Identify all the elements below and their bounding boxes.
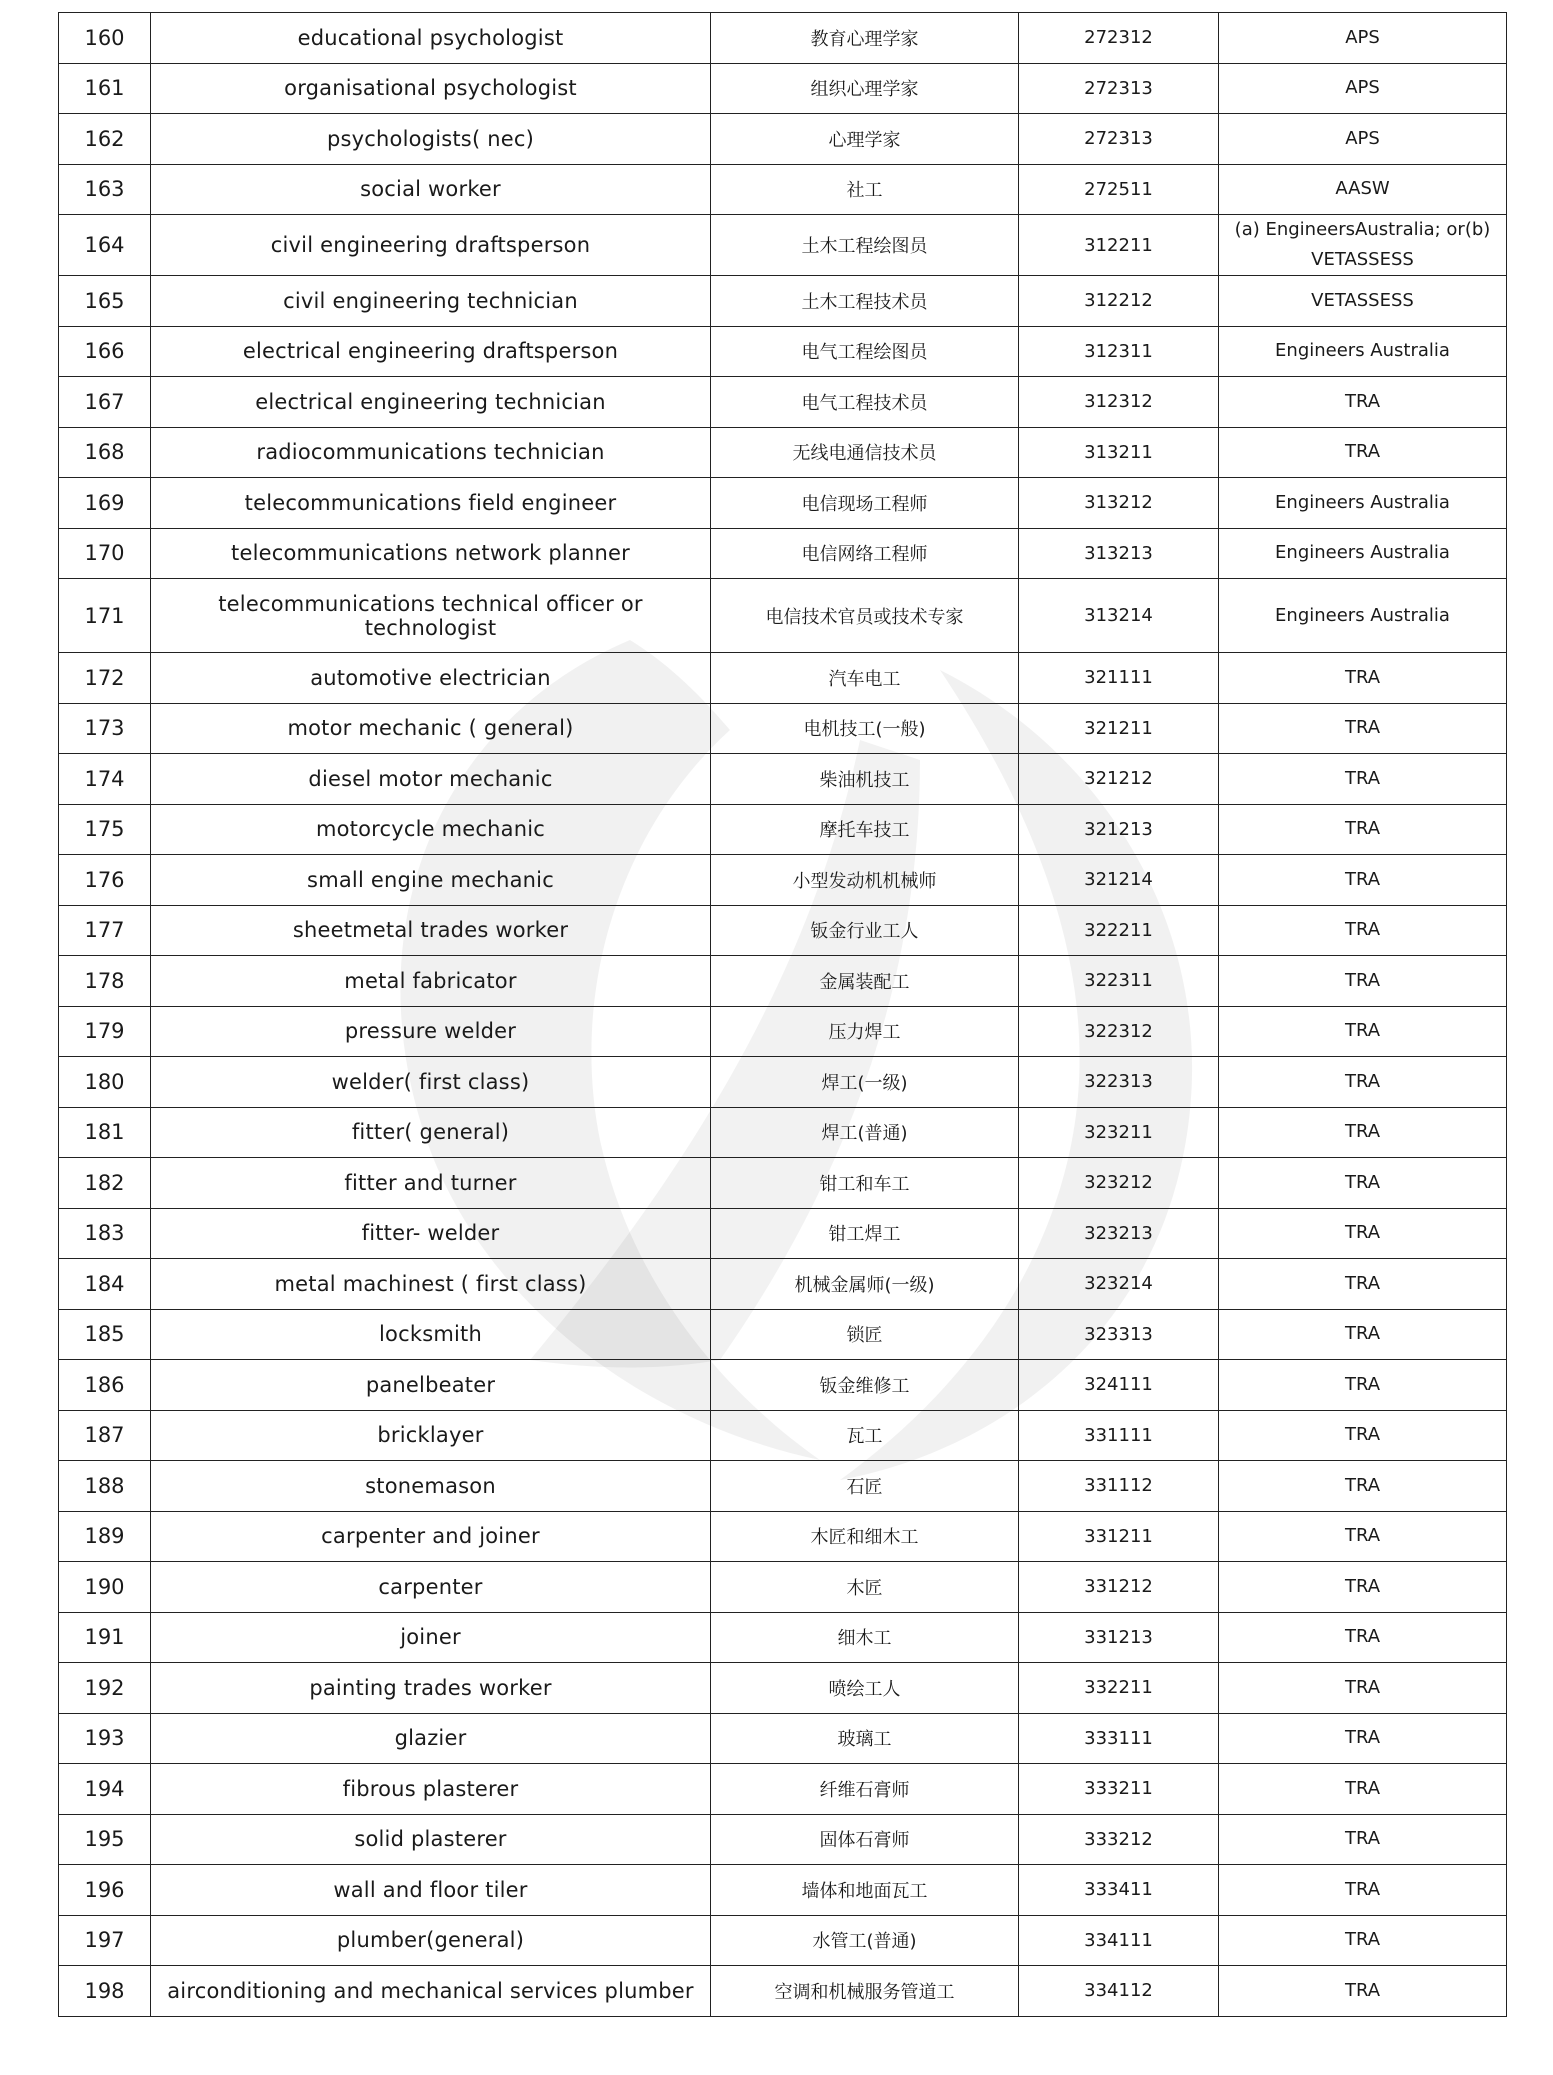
occupation-chinese: 钳工和车工 <box>711 1158 1019 1209</box>
row-number: 189 <box>59 1511 151 1562</box>
occupation-chinese: 细木工 <box>711 1612 1019 1663</box>
anzsco-code: 333411 <box>1019 1865 1219 1916</box>
anzsco-code: 313211 <box>1019 427 1219 478</box>
occupation-chinese: 柴油机技工 <box>711 754 1019 805</box>
occupation-chinese: 心理学家 <box>711 114 1019 165</box>
table-row <box>59 1360 1507 1411</box>
row-number: 175 <box>59 804 151 855</box>
occupation-name: wall and floor tiler <box>151 1865 711 1916</box>
table-row <box>59 1562 1507 1613</box>
occupation-name: social worker <box>151 164 711 215</box>
occupation-name: panelbeater <box>151 1360 711 1411</box>
anzsco-code: 323211 <box>1019 1107 1219 1158</box>
table-row <box>59 1865 1507 1916</box>
anzsco-code: 324111 <box>1019 1360 1219 1411</box>
occupation-name: radiocommunications technician <box>151 427 711 478</box>
occupation-chinese: 钣金行业工人 <box>711 905 1019 956</box>
occupation-name: locksmith <box>151 1309 711 1360</box>
occupation-chinese: 摩托车技工 <box>711 804 1019 855</box>
row-number: 191 <box>59 1612 151 1663</box>
assessing-authority: TRA <box>1219 956 1507 1007</box>
occupation-table <box>58 12 1507 2017</box>
occupation-name: metal fabricator <box>151 956 711 1007</box>
occupation-name: educational psychologist <box>151 13 711 64</box>
occupation-name: telecommunications technical officer or technologist <box>151 579 711 653</box>
occupation-name: carpenter and joiner <box>151 1511 711 1562</box>
table-row <box>59 1915 1507 1966</box>
row-number: 183 <box>59 1208 151 1259</box>
occupation-name: plumber(general) <box>151 1915 711 1966</box>
row-number: 195 <box>59 1814 151 1865</box>
occupation-chinese: 电机技工(一般) <box>711 703 1019 754</box>
row-number: 161 <box>59 63 151 114</box>
anzsco-code: 321214 <box>1019 855 1219 906</box>
anzsco-code: 272312 <box>1019 13 1219 64</box>
assessing-authority: VETASSESS <box>1219 276 1507 327</box>
row-number: 178 <box>59 956 151 1007</box>
table-row <box>59 1057 1507 1108</box>
assessing-authority: APS <box>1219 114 1507 165</box>
anzsco-code: 323213 <box>1019 1208 1219 1259</box>
anzsco-code: 272511 <box>1019 164 1219 215</box>
anzsco-code: 333211 <box>1019 1764 1219 1815</box>
row-number: 170 <box>59 528 151 579</box>
table-row <box>59 956 1507 1007</box>
table-row <box>59 1966 1507 2017</box>
anzsco-code: 333111 <box>1019 1713 1219 1764</box>
occupation-chinese: 电信技术官员或技术专家 <box>711 579 1019 653</box>
assessing-authority: TRA <box>1219 1814 1507 1865</box>
occupation-name: electrical engineering draftsperson <box>151 326 711 377</box>
table-row <box>59 1309 1507 1360</box>
occupation-chinese: 电气工程技术员 <box>711 377 1019 428</box>
occupation-chinese: 焊工(一级) <box>711 1057 1019 1108</box>
occupation-table-container <box>58 12 1506 2017</box>
table-row <box>59 1663 1507 1714</box>
occupation-name: electrical engineering technician <box>151 377 711 428</box>
occupation-chinese: 电信网络工程师 <box>711 528 1019 579</box>
assessing-authority: TRA <box>1219 1259 1507 1310</box>
row-number: 171 <box>59 579 151 653</box>
anzsco-code: 331111 <box>1019 1410 1219 1461</box>
table-row <box>59 1259 1507 1310</box>
row-number: 160 <box>59 13 151 64</box>
occupation-chinese: 小型发动机机械师 <box>711 855 1019 906</box>
occupation-name: stonemason <box>151 1461 711 1512</box>
occupation-name: joiner <box>151 1612 711 1663</box>
anzsco-code: 313213 <box>1019 528 1219 579</box>
anzsco-code: 322311 <box>1019 956 1219 1007</box>
assessing-authority: TRA <box>1219 754 1507 805</box>
occupation-chinese: 金属装配工 <box>711 956 1019 1007</box>
table-row <box>59 1713 1507 1764</box>
anzsco-code: 272313 <box>1019 63 1219 114</box>
anzsco-code: 332211 <box>1019 1663 1219 1714</box>
anzsco-code: 322312 <box>1019 1006 1219 1057</box>
occupation-chinese: 土木工程绘图员 <box>711 215 1019 276</box>
assessing-authority: TRA <box>1219 1410 1507 1461</box>
anzsco-code: 321211 <box>1019 703 1219 754</box>
occupation-name: airconditioning and mechanical services plumber <box>151 1966 711 2017</box>
occupation-name: carpenter <box>151 1562 711 1613</box>
assessing-authority: TRA <box>1219 653 1507 704</box>
occupation-chinese: 水管工(普通) <box>711 1915 1019 1966</box>
assessing-authority: TRA <box>1219 1208 1507 1259</box>
row-number: 192 <box>59 1663 151 1714</box>
anzsco-code: 331211 <box>1019 1511 1219 1562</box>
row-number: 184 <box>59 1259 151 1310</box>
row-number: 169 <box>59 478 151 529</box>
occupation-chinese: 社工 <box>711 164 1019 215</box>
row-number: 194 <box>59 1764 151 1815</box>
anzsco-code: 334111 <box>1019 1915 1219 1966</box>
occupation-name: fitter- welder <box>151 1208 711 1259</box>
assessing-authority: APS <box>1219 63 1507 114</box>
row-number: 198 <box>59 1966 151 2017</box>
table-row <box>59 1764 1507 1815</box>
assessing-authority: TRA <box>1219 1461 1507 1512</box>
assessing-authority: TRA <box>1219 1663 1507 1714</box>
assessing-authority: Engineers Australia <box>1219 528 1507 579</box>
row-number: 173 <box>59 703 151 754</box>
table-row <box>59 1006 1507 1057</box>
table-row <box>59 905 1507 956</box>
assessing-authority: TRA <box>1219 804 1507 855</box>
occupation-chinese: 固体石膏师 <box>711 1814 1019 1865</box>
assessing-authority: TRA <box>1219 1360 1507 1411</box>
assessing-authority: TRA <box>1219 1915 1507 1966</box>
table-row <box>59 63 1507 114</box>
row-number: 185 <box>59 1309 151 1360</box>
anzsco-code: 331212 <box>1019 1562 1219 1613</box>
occupation-name: bricklayer <box>151 1410 711 1461</box>
occupation-name: motorcycle mechanic <box>151 804 711 855</box>
row-number: 162 <box>59 114 151 165</box>
table-row <box>59 114 1507 165</box>
table-row <box>59 1410 1507 1461</box>
row-number: 190 <box>59 1562 151 1613</box>
occupation-chinese: 木匠 <box>711 1562 1019 1613</box>
occupation-chinese: 无线电通信技术员 <box>711 427 1019 478</box>
occupation-chinese: 石匠 <box>711 1461 1019 1512</box>
table-row <box>59 1107 1507 1158</box>
occupation-name: sheetmetal trades worker <box>151 905 711 956</box>
occupation-name: pressure welder <box>151 1006 711 1057</box>
occupation-chinese: 组织心理学家 <box>711 63 1019 114</box>
occupation-name: motor mechanic ( general) <box>151 703 711 754</box>
occupation-chinese: 木匠和细木工 <box>711 1511 1019 1562</box>
assessing-authority: TRA <box>1219 1562 1507 1613</box>
row-number: 174 <box>59 754 151 805</box>
anzsco-code: 331213 <box>1019 1612 1219 1663</box>
row-number: 164 <box>59 215 151 276</box>
row-number: 182 <box>59 1158 151 1209</box>
anzsco-code: 323212 <box>1019 1158 1219 1209</box>
occupation-chinese: 钳工焊工 <box>711 1208 1019 1259</box>
assessing-authority: Engineers Australia <box>1219 326 1507 377</box>
anzsco-code: 322313 <box>1019 1057 1219 1108</box>
anzsco-code: 334112 <box>1019 1966 1219 2017</box>
table-row <box>59 326 1507 377</box>
occupation-chinese: 瓦工 <box>711 1410 1019 1461</box>
occupation-name: solid plasterer <box>151 1814 711 1865</box>
row-number: 186 <box>59 1360 151 1411</box>
occupation-name: painting trades worker <box>151 1663 711 1714</box>
occupation-chinese: 电气工程绘图员 <box>711 326 1019 377</box>
table-row <box>59 276 1507 327</box>
occupation-name: telecommunications network planner <box>151 528 711 579</box>
occupation-chinese: 空调和机械服务管道工 <box>711 1966 1019 2017</box>
occupation-name: fitter and turner <box>151 1158 711 1209</box>
assessing-authority: (a) EngineersAustralia; or(b) VETASSESS <box>1219 215 1507 276</box>
assessing-authority: TRA <box>1219 1107 1507 1158</box>
row-number: 166 <box>59 326 151 377</box>
table-row <box>59 1814 1507 1865</box>
assessing-authority: APS <box>1219 13 1507 64</box>
anzsco-code: 323313 <box>1019 1309 1219 1360</box>
assessing-authority: TRA <box>1219 703 1507 754</box>
assessing-authority: Engineers Australia <box>1219 478 1507 529</box>
occupation-chinese: 喷绘工人 <box>711 1663 1019 1714</box>
occupation-name: organisational psychologist <box>151 63 711 114</box>
row-number: 187 <box>59 1410 151 1461</box>
anzsco-code: 323214 <box>1019 1259 1219 1310</box>
anzsco-code: 321111 <box>1019 653 1219 704</box>
occupation-chinese: 纤维石膏师 <box>711 1764 1019 1815</box>
assessing-authority: AASW <box>1219 164 1507 215</box>
occupation-chinese: 墙体和地面瓦工 <box>711 1865 1019 1916</box>
row-number: 172 <box>59 653 151 704</box>
table-row <box>59 1461 1507 1512</box>
row-number: 180 <box>59 1057 151 1108</box>
table-row <box>59 215 1507 276</box>
anzsco-code: 331112 <box>1019 1461 1219 1512</box>
assessing-authority: TRA <box>1219 1511 1507 1562</box>
row-number: 181 <box>59 1107 151 1158</box>
assessing-authority: TRA <box>1219 1713 1507 1764</box>
anzsco-code: 312211 <box>1019 215 1219 276</box>
anzsco-code: 313212 <box>1019 478 1219 529</box>
occupation-name: telecommunications field engineer <box>151 478 711 529</box>
occupation-chinese: 压力焊工 <box>711 1006 1019 1057</box>
occupation-name: civil engineering technician <box>151 276 711 327</box>
table-row <box>59 377 1507 428</box>
occupation-name: fitter( general) <box>151 1107 711 1158</box>
row-number: 179 <box>59 1006 151 1057</box>
assessing-authority: TRA <box>1219 1865 1507 1916</box>
assessing-authority: TRA <box>1219 1966 1507 2017</box>
table-row <box>59 804 1507 855</box>
assessing-authority: TRA <box>1219 1764 1507 1815</box>
table-row <box>59 579 1507 653</box>
row-number: 188 <box>59 1461 151 1512</box>
assessing-authority: TRA <box>1219 377 1507 428</box>
occupation-name: metal machinest ( first class) <box>151 1259 711 1310</box>
assessing-authority: TRA <box>1219 1309 1507 1360</box>
assessing-authority: TRA <box>1219 1612 1507 1663</box>
occupation-chinese: 玻璃工 <box>711 1713 1019 1764</box>
row-number: 165 <box>59 276 151 327</box>
anzsco-code: 312311 <box>1019 326 1219 377</box>
row-number: 196 <box>59 1865 151 1916</box>
anzsco-code: 272313 <box>1019 114 1219 165</box>
occupation-chinese: 机械金属师(一级) <box>711 1259 1019 1310</box>
table-row <box>59 855 1507 906</box>
occupation-chinese: 土木工程技术员 <box>711 276 1019 327</box>
table-row <box>59 703 1507 754</box>
occupation-name: automotive electrician <box>151 653 711 704</box>
table-row <box>59 1511 1507 1562</box>
table-body <box>59 13 1507 2017</box>
table-row <box>59 528 1507 579</box>
assessing-authority: TRA <box>1219 1006 1507 1057</box>
table-row <box>59 1612 1507 1663</box>
row-number: 168 <box>59 427 151 478</box>
row-number: 163 <box>59 164 151 215</box>
row-number: 167 <box>59 377 151 428</box>
table-row <box>59 164 1507 215</box>
anzsco-code: 322211 <box>1019 905 1219 956</box>
occupation-name: fibrous plasterer <box>151 1764 711 1815</box>
assessing-authority: TRA <box>1219 905 1507 956</box>
occupation-name: welder( first class) <box>151 1057 711 1108</box>
anzsco-code: 321212 <box>1019 754 1219 805</box>
row-number: 193 <box>59 1713 151 1764</box>
table-row <box>59 478 1507 529</box>
occupation-chinese: 钣金维修工 <box>711 1360 1019 1411</box>
table-row <box>59 13 1507 64</box>
table-row <box>59 1208 1507 1259</box>
table-row <box>59 1158 1507 1209</box>
occupation-chinese: 汽车电工 <box>711 653 1019 704</box>
occupation-name: psychologists( nec) <box>151 114 711 165</box>
anzsco-code: 321213 <box>1019 804 1219 855</box>
anzsco-code: 313214 <box>1019 579 1219 653</box>
anzsco-code: 312212 <box>1019 276 1219 327</box>
row-number: 176 <box>59 855 151 906</box>
table-row <box>59 653 1507 704</box>
assessing-authority: Engineers Australia <box>1219 579 1507 653</box>
occupation-name: diesel motor mechanic <box>151 754 711 805</box>
occupation-name: glazier <box>151 1713 711 1764</box>
assessing-authority: TRA <box>1219 1057 1507 1108</box>
assessing-authority: TRA <box>1219 427 1507 478</box>
row-number: 197 <box>59 1915 151 1966</box>
assessing-authority: TRA <box>1219 1158 1507 1209</box>
occupation-name: small engine mechanic <box>151 855 711 906</box>
anzsco-code: 312312 <box>1019 377 1219 428</box>
occupation-chinese: 锁匠 <box>711 1309 1019 1360</box>
assessing-authority: TRA <box>1219 855 1507 906</box>
anzsco-code: 333212 <box>1019 1814 1219 1865</box>
table-row <box>59 427 1507 478</box>
occupation-chinese: 焊工(普通) <box>711 1107 1019 1158</box>
occupation-chinese: 教育心理学家 <box>711 13 1019 64</box>
row-number: 177 <box>59 905 151 956</box>
occupation-chinese: 电信现场工程师 <box>711 478 1019 529</box>
occupation-name: civil engineering draftsperson <box>151 215 711 276</box>
table-row <box>59 754 1507 805</box>
